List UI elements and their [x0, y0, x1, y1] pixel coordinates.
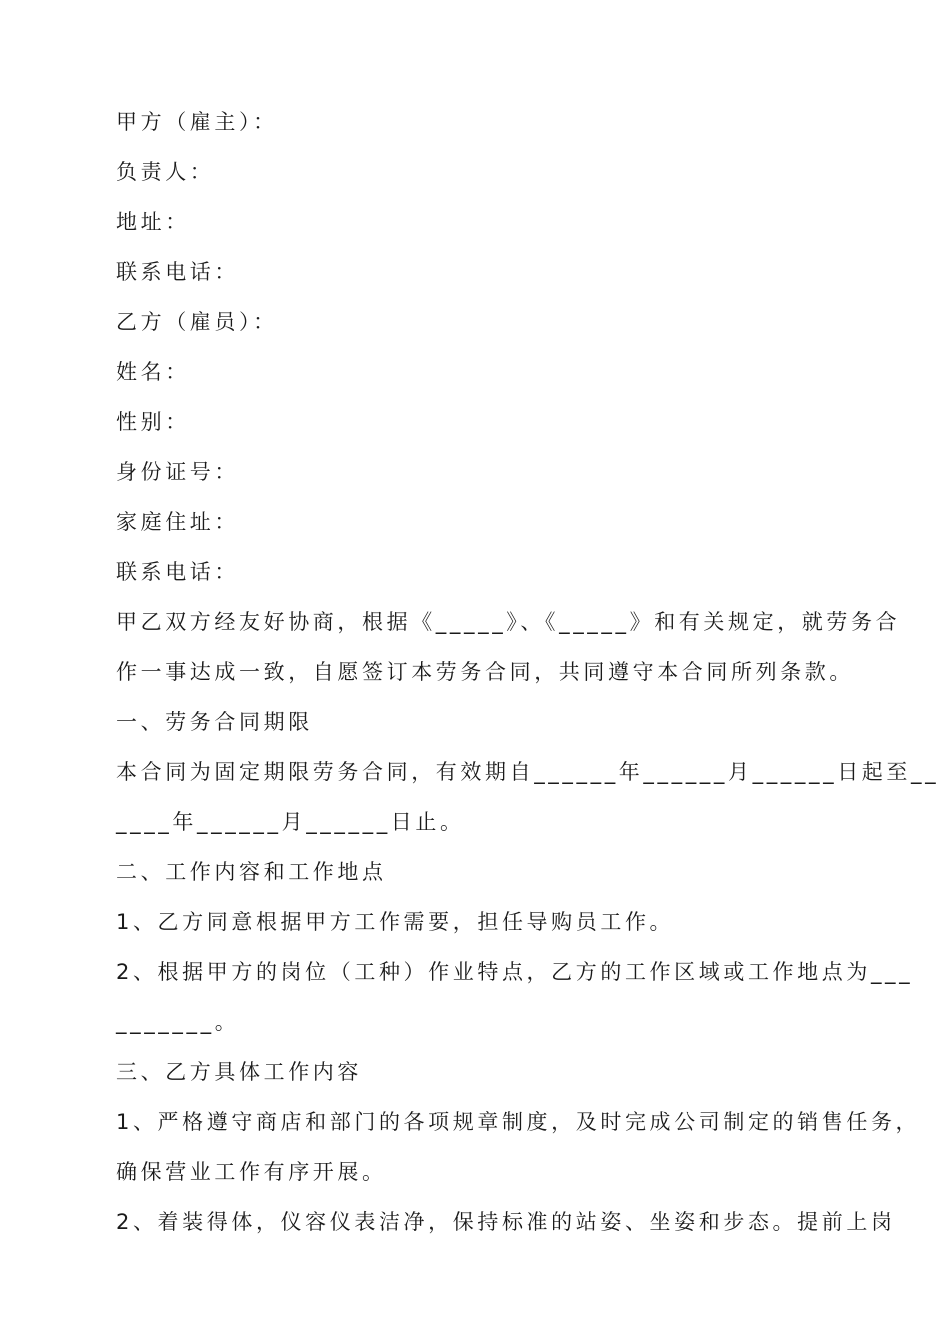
- duty-item-2-line-1: 2、着装得体，仪容仪表洁净，保持标准的站姿、坐姿和步态。提前上岗: [116, 1210, 896, 1234]
- work-content-item-1: 1、乙方同意根据甲方工作需要，担任导购员工作。: [116, 910, 675, 934]
- preamble-line-1: 甲乙双方经友好协商，根据《_____》、《_____》和有关规定，就劳务合: [116, 610, 901, 634]
- contract-term-line-2: ____年______月______日止。: [116, 810, 465, 834]
- section-3-heading: 三、乙方具体工作内容: [116, 1060, 362, 1084]
- party-a-address: 地址：: [116, 210, 190, 234]
- preamble-line-2: 作一事达成一致，自愿签订本劳务合同，共同遵守本合同所列条款。: [116, 660, 854, 684]
- party-a-heading: 甲方（雇主）：: [116, 110, 278, 134]
- party-b-phone: 联系电话：: [116, 560, 239, 584]
- party-b-home-address: 家庭住址：: [116, 510, 239, 534]
- party-b-heading: 乙方（雇员）：: [116, 310, 278, 334]
- duty-item-1-line-2: 确保营业工作有序开展。: [116, 1160, 387, 1184]
- document-body: [116, 97, 940, 1247]
- work-location-line-1: 2、根据甲方的岗位（工种）作业特点，乙方的工作区域或工作地点为___: [116, 960, 914, 984]
- contract-term-line-1: 本合同为固定期限劳务合同，有效期自______年______月______日起至__: [116, 760, 940, 784]
- section-1-heading: 一、劳务合同期限: [116, 710, 313, 734]
- section-2-heading: 二、工作内容和工作地点: [116, 860, 387, 884]
- party-a-person-in-charge: 负责人：: [116, 160, 215, 184]
- duty-item-1-line-1: 1、严格遵守商店和部门的各项规章制度，及时完成公司制定的销售任务，: [116, 1110, 921, 1134]
- work-location-line-2: _______。: [116, 1010, 240, 1034]
- party-b-name: 姓名：: [116, 360, 190, 384]
- party-b-id-number: 身份证号：: [116, 460, 239, 484]
- party-a-phone: 联系电话：: [116, 260, 239, 284]
- party-b-gender: 性别：: [116, 410, 190, 434]
